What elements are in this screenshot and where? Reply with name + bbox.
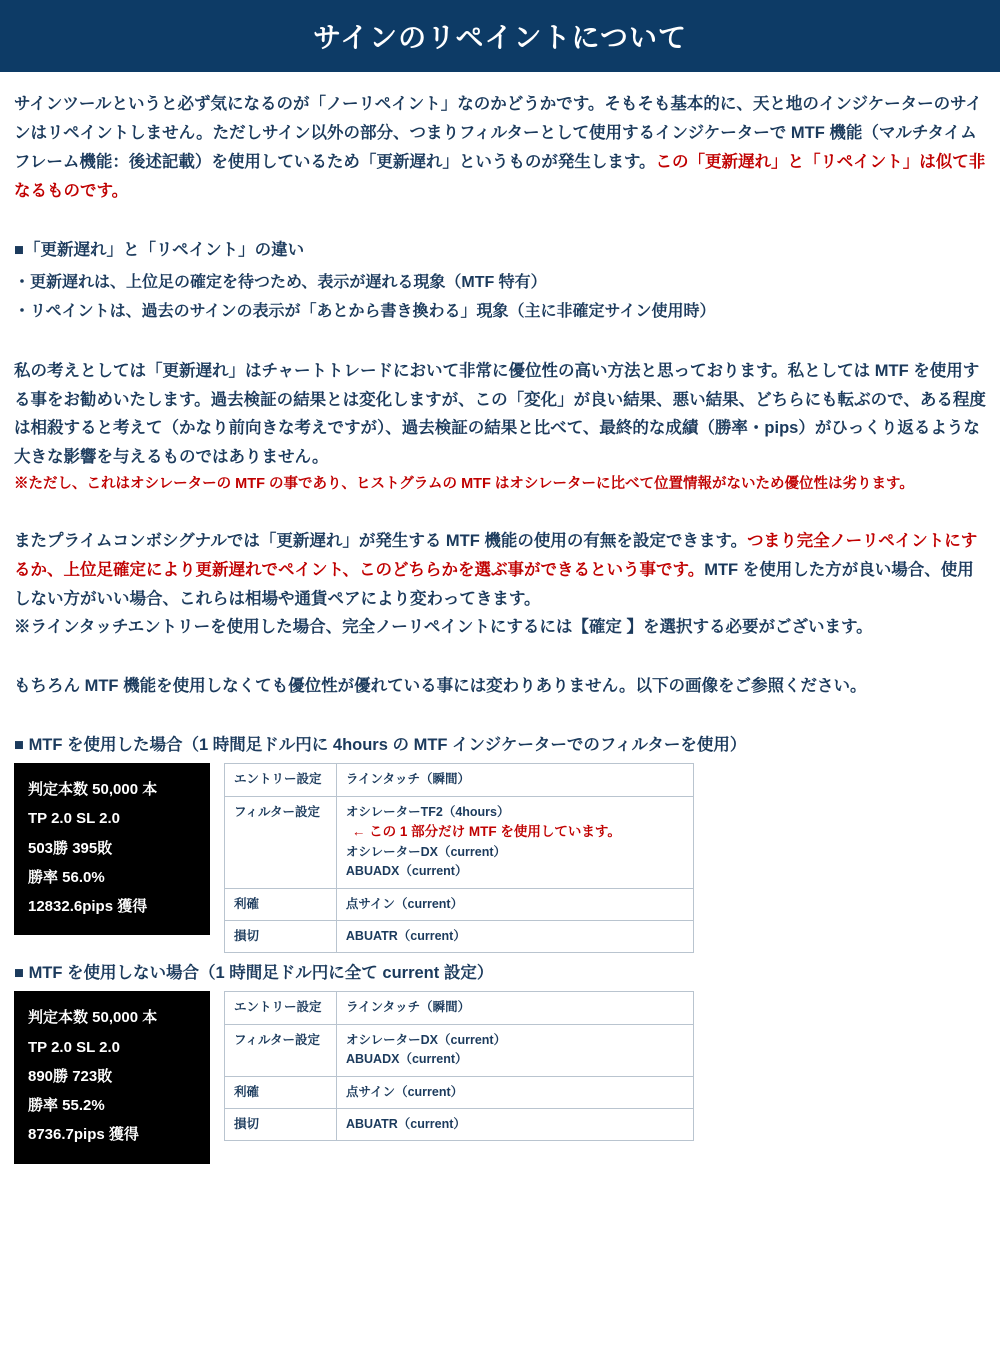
value-line (346, 803, 684, 843)
square-bullet-icon: ■ (14, 736, 24, 755)
document-body (0, 72, 1000, 1180)
page-header (0, 0, 1000, 72)
heading-difference: ■「更新遅れ」と「リペイント」の違い (14, 240, 305, 259)
table-row (225, 796, 694, 888)
stats-line: 890勝 723敗 (28, 1067, 113, 1085)
note-oscillator-mtf: ※ただし、これはオシレーターの MTF の事であり、ヒストグラムの MTF はオシレーターに比べて位置情報がないため優位性は劣ります。 (14, 476, 914, 493)
heading-with-mtf (14, 731, 986, 755)
paragraph-conclusion: もちろん MTF 機能を使用しなくても優位性が優れている事には変わりありません。以下の画像をご参照ください。 (14, 677, 867, 696)
table-cell-value (336, 1108, 693, 1140)
paragraph-intro-highlight: この「更新遅れ」と「リペイント」は似て非なるものです。 (14, 152, 986, 200)
difference-item-1: ・更新遅れは、上位足の確定を待つため、表示が遅れる現象（MTF 特有） (14, 273, 547, 291)
stats-line: 判定本数 50,000 本 (28, 1009, 158, 1027)
stats-line: 勝率 55.2% (28, 1097, 105, 1115)
stats-line: TP 2.0 SL 2.0 (28, 1038, 120, 1056)
spacer (14, 206, 986, 236)
result-block-without-mtf (14, 991, 986, 1163)
table-cell-value (336, 764, 693, 796)
table-cell-key: フィルター設定 (225, 1024, 337, 1076)
paragraph-prime-combo (14, 527, 986, 614)
paragraph-intro-text: サインツールというと必ず気になるのが「ノーリペイント」なのかどうかです。そもそも基本的に、天と地のインジケーターのサインはリペイントしません。ただしサイン以外の部分、つまりフィルターとして使用するインジケーターで MTF 機能（マルチタイムフレーム機能：後述記載）を使用しているため「更新遅れ」というものが発生します。 (14, 95, 982, 171)
table-cell-value (336, 796, 693, 888)
table-row (225, 921, 694, 953)
paragraph-prime-combo-highlight: つまり完全ノーリペイントにするか、上位足確定により更新遅れでペイント、このどちらかを選ぶ事ができるという事です。 (14, 531, 978, 579)
table-row (225, 1076, 694, 1108)
result-block-with-mtf (14, 763, 986, 953)
value-line: ABUADX（current） (345, 1052, 468, 1067)
value-line: 点サイン（current） (345, 896, 464, 911)
table-cell-value (336, 1076, 693, 1108)
table-cell-key: フィルター設定 (225, 796, 337, 888)
paragraph-prime-combo-text-a: またプライムコンボシグナルでは「更新遅れ」が発生する MTF 機能の使用の有無を設定できます。 (14, 531, 748, 550)
table-cell-key: 利確 (225, 888, 337, 920)
paragraph-prime-combo-text-b: MTF を使用した方が良い場合、使用しない方がいい場合、これらは相場や通貨ペアにより変わってきます。 (14, 560, 974, 608)
settings-table-with-mtf (224, 763, 694, 953)
value-line: オシレーターDX（current） (345, 844, 507, 859)
value-line: ABUATR（current） (345, 929, 466, 943)
table-row (225, 888, 694, 920)
table-row (225, 1108, 694, 1140)
paragraph-intro (14, 90, 986, 206)
spacer (14, 642, 986, 672)
stats-line: TP 2.0 SL 2.0 (28, 810, 120, 828)
stats-line: 12832.6pips 獲得 (28, 898, 148, 916)
stats-line: 判定本数 50,000 本 (28, 781, 158, 799)
value-line: ABUADX（current） (345, 864, 468, 879)
table-row (225, 764, 694, 796)
square-bullet-icon: ■ (14, 964, 24, 983)
heading-without-mtf-label: MTF を使用しない場合（1 時間足ドル円に全て current 設定） (28, 964, 494, 983)
heading-without-mtf (14, 959, 986, 983)
annotation-mtf-pointer: ← この 1 部分だけ MTF を使用しています。 (351, 823, 621, 839)
spacer (14, 327, 986, 357)
value-line: ラインタッチ（瞬間） (345, 1000, 471, 1015)
stats-line: 勝率 56.0% (28, 868, 105, 886)
spacer (14, 497, 986, 527)
spacer (14, 701, 986, 731)
stats-panel-without-mtf (14, 991, 210, 1163)
table-row (225, 1024, 694, 1076)
value-line: オシレーターDX（current） (345, 1032, 507, 1047)
stats-panel-with-mtf (14, 763, 210, 935)
note-line-touch-entry: ※ラインタッチエントリーを使用した場合、完全ノーリペイントにするには【確定 】を選択する必要がございます。 (14, 618, 873, 637)
heading-with-mtf-label: MTF を使用した場合（1 時間足ドル円に 4hours の MTF インジケーターでのフィルターを使用） (28, 736, 747, 755)
table-cell-value (336, 888, 693, 920)
table-cell-key: 損切 (225, 921, 337, 953)
paragraph-opinion: 私の考えとしては「更新遅れ」はチャートトレードにおいて非常に優位性の高い方法と思っております。私としては MTF を使用する事をお勧めいたします。過去検証の結果とは変化しますが、この「変化」が良い結果、悪い結果、どちらにも転ぶので、ある程度は相殺すると考えて（かなり前向きな考えですが）、過去検証の結果と比べて、最終的な成績（勝率・pips）がひっくり返るような大きな影響を与えるものではありません。 (14, 361, 986, 467)
table-row (225, 992, 694, 1024)
value-line: 点サイン（current） (345, 1084, 464, 1099)
table-cell-value (336, 992, 693, 1024)
difference-item-2: ・リペイントは、過去のサインの表示が「あとから書き換わる」現象（主に非確定サイン使用時） (14, 303, 716, 321)
table-cell-key: エントリー設定 (225, 764, 337, 796)
value-line: ABUATR（current） (345, 1116, 466, 1131)
table-cell-key: 利確 (225, 1076, 337, 1108)
table-cell-value (336, 1024, 693, 1076)
value-line-text: オシレーターTF2（4hours） (345, 804, 510, 819)
table-cell-key: エントリー設定 (225, 992, 337, 1024)
page-title: サインのリペイントについて (313, 22, 687, 53)
table-cell-value (336, 921, 693, 953)
settings-table-without-mtf (224, 991, 694, 1141)
stats-line: 503勝 395敗 (28, 839, 113, 857)
value-line: ラインタッチ（瞬間） (345, 772, 471, 787)
stats-line: 8736.7pips 獲得 (28, 1126, 139, 1144)
table-cell-key: 損切 (225, 1108, 337, 1140)
